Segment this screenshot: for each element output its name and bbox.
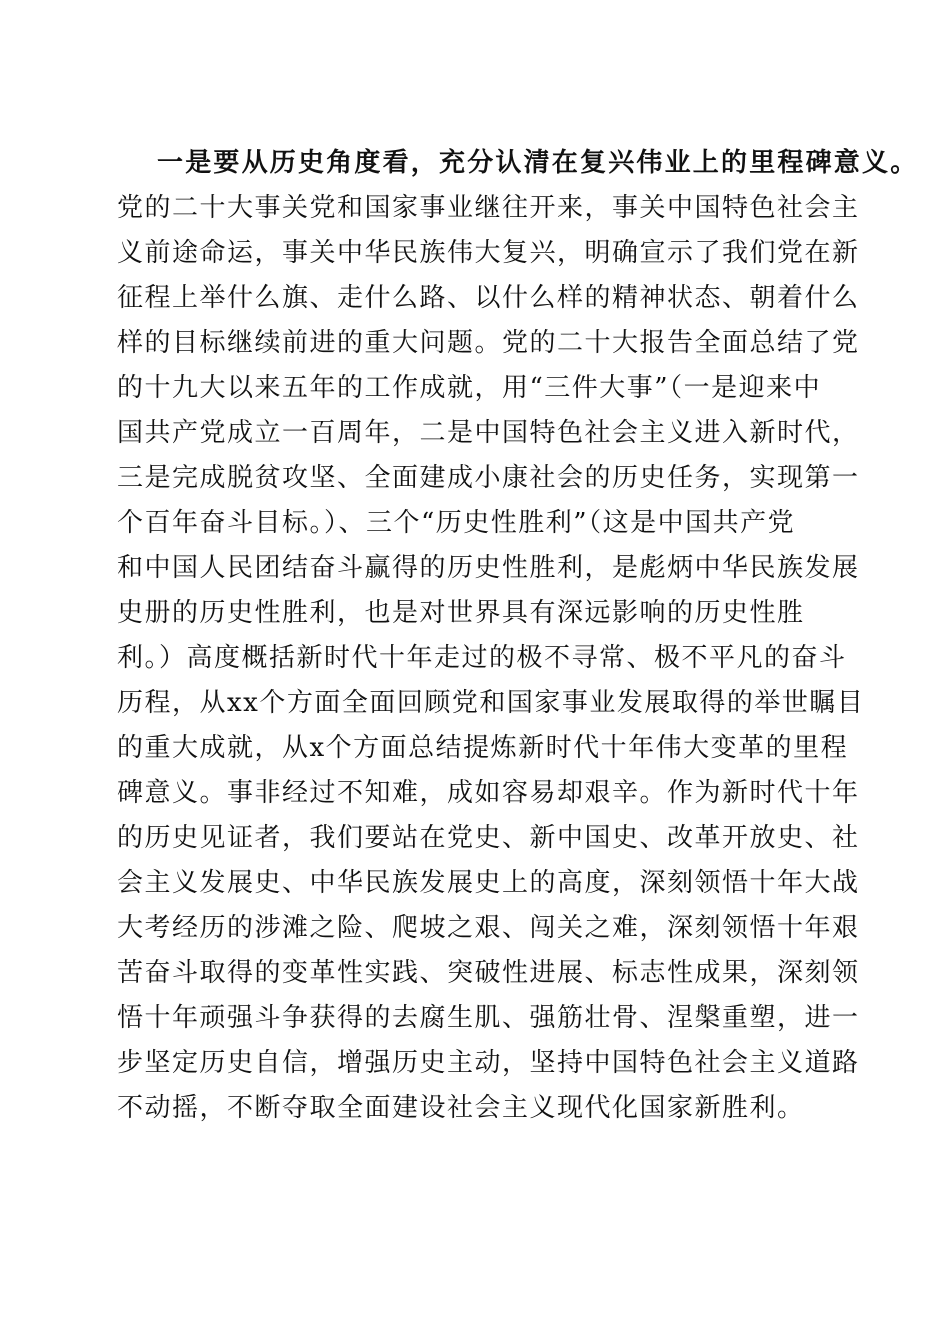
paragraph-line: 的十九大以来五年的工作成就，用“三件大事”（一是迎来中 (117, 373, 822, 403)
paragraph-line: 样的目标继续前进的重大问题。党的二十大报告全面总结了党 (117, 328, 860, 358)
paragraph-line: 悟十年顽强斗争获得的去腐生肌、强筋壮骨、涅槃重塑，进一 (117, 1003, 860, 1033)
paragraph-line: 征程上举什么旗、走什么路、以什么样的精神状态、朝着什么 (117, 283, 860, 313)
paragraph-line: 碑意义。事非经过不知难，成如容易却艰辛。作为新时代十年 (117, 778, 860, 808)
paragraph-line: 大考经历的涉滩之险、爬坡之艰、闯关之难，深刻领悟十年艰 (117, 913, 860, 943)
paragraph-line: 历程，从xx个方面全面回顾党和国家事业发展取得的举世瞩目 (117, 688, 865, 718)
body-paragraph (117, 141, 919, 1131)
paragraph-line: 三是完成脱贫攻坚、全面建成小康社会的历史任务，实现第一 (117, 463, 860, 493)
paragraph-line: 的重大成就，从x个方面总结提炼新时代十年伟大变革的里程 (117, 733, 849, 763)
paragraph-line: 步坚定历史自信，增强历史主动，坚持中国特色社会主义道路 (117, 1048, 860, 1078)
paragraph-line: 会主义发展史、中华民族发展史上的高度，深刻领悟十年大战 (117, 868, 860, 898)
paragraph-heading: 一是要从历史角度看，充分认清在复兴伟业上的里程碑意义。 (157, 148, 919, 178)
paragraph-line: 苦奋斗取得的变革性实践、突破性进展、标志性成果，深刻领 (117, 958, 860, 988)
paragraph-line: 党的二十大事关党和国家事业继往开来，事关中国特色社会主 (117, 193, 860, 223)
paragraph-line: 不动摇，不断夺取全面建设社会主义现代化国家新胜利。 (117, 1093, 805, 1123)
paragraph-line: 利。）高度概括新时代十年走过的极不寻常、极不平凡的奋斗 (117, 643, 847, 673)
paragraph-line: 国共产党成立一百周年，二是中国特色社会主义进入新时代， (117, 418, 860, 448)
paragraph-line: 和中国人民团结奋斗赢得的历史性胜利，是彪炳中华民族发展 (117, 553, 860, 583)
paragraph-line: 个百年奋斗目标。）、三个“历史性胜利”（这是中国共产党 (117, 508, 796, 538)
paragraph-line: 的历史见证者，我们要站在党史、新中国史、改革开放史、社 (117, 823, 860, 853)
paragraph-line: 史册的历史性胜利，也是对世界具有深远影响的历史性胜 (117, 598, 805, 628)
paragraph-line: 义前途命运，事关中华民族伟大复兴，明确宣示了我们党在新 (117, 238, 860, 268)
